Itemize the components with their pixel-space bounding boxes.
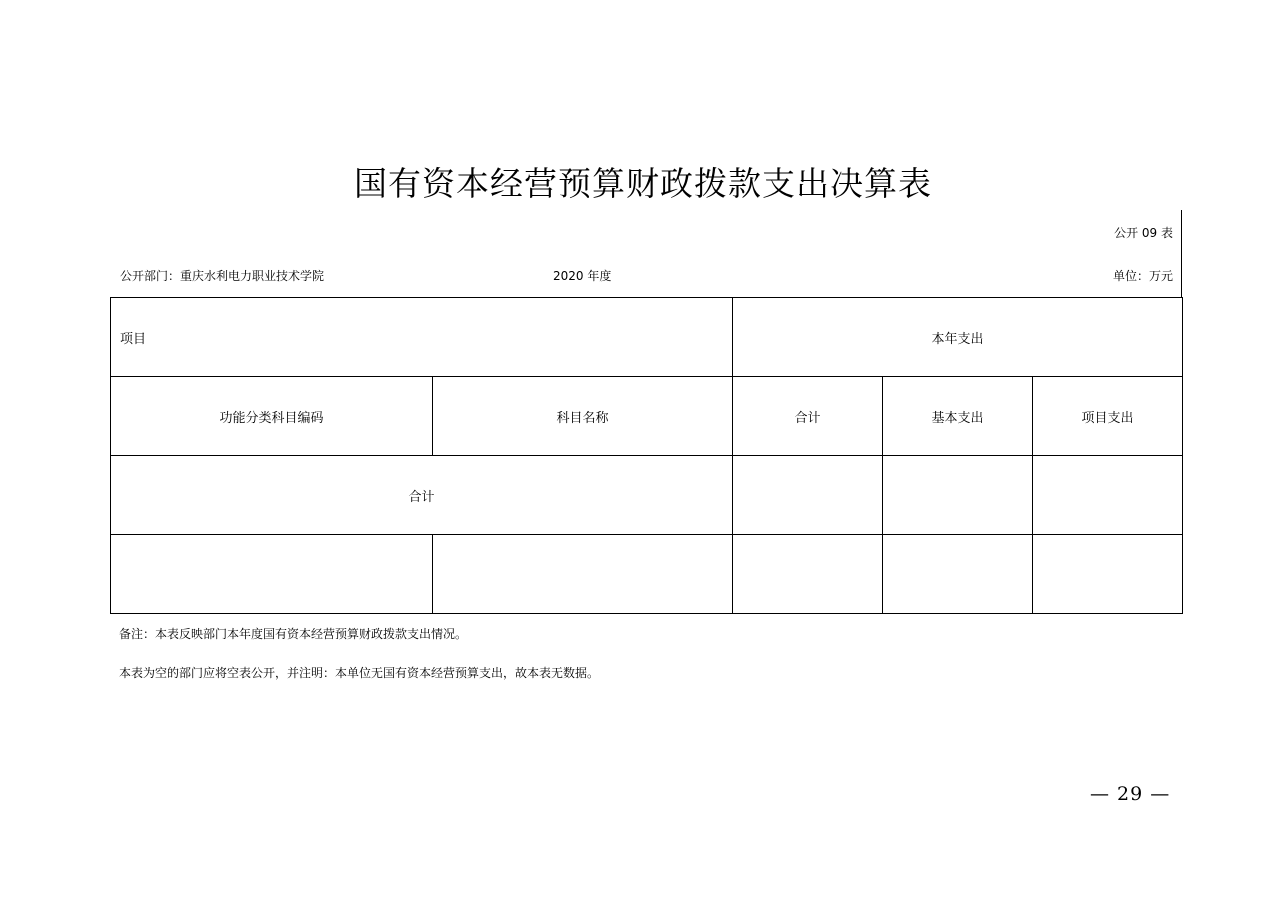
table-number: 公开 09 表 bbox=[1114, 226, 1173, 240]
department-label: 公开部门：重庆水利电力职业技术学院 bbox=[120, 269, 325, 283]
row-basic-expense bbox=[883, 535, 1033, 614]
header-basic-expense: 基本支出 bbox=[883, 377, 1033, 456]
total-row-project-expense bbox=[1033, 456, 1183, 535]
header-subject-name: 科目名称 bbox=[433, 377, 733, 456]
total-row-total bbox=[733, 456, 883, 535]
row-subject-name bbox=[433, 535, 733, 614]
row-function-code bbox=[111, 535, 433, 614]
page-number: — 29 — bbox=[1090, 783, 1171, 805]
unit-label: 单位：万元 bbox=[1112, 269, 1173, 283]
total-row-basic-expense bbox=[883, 456, 1033, 535]
row-total bbox=[733, 535, 883, 614]
page-title: 国有资本经营预算财政拨款支出决算表 bbox=[354, 164, 932, 203]
row-project-expense bbox=[1033, 535, 1183, 614]
note-remark: 备注：本表反映部门本年度国有资本经营预算财政拨款支出情况。 bbox=[119, 627, 468, 641]
budget-table bbox=[110, 297, 1183, 614]
header-item: 项目 bbox=[111, 298, 733, 377]
total-row bbox=[111, 456, 1183, 535]
total-row-label: 合计 bbox=[111, 456, 733, 535]
header-current-year-expense: 本年支出 bbox=[733, 298, 1183, 377]
header-row-1 bbox=[111, 298, 1183, 377]
right-border-rule bbox=[1181, 210, 1182, 298]
note-empty-table: 本表为空的部门应将空表公开，并注明：本单位无国有资本经营预算支出，故本表无数据。 bbox=[119, 666, 600, 680]
header-total: 合计 bbox=[733, 377, 883, 456]
year-label: 2020 年度 bbox=[553, 269, 612, 283]
table-row bbox=[111, 535, 1183, 614]
header-function-code: 功能分类科目编码 bbox=[111, 377, 433, 456]
header-project-expense: 项目支出 bbox=[1033, 377, 1183, 456]
header-row-2 bbox=[111, 377, 1183, 456]
